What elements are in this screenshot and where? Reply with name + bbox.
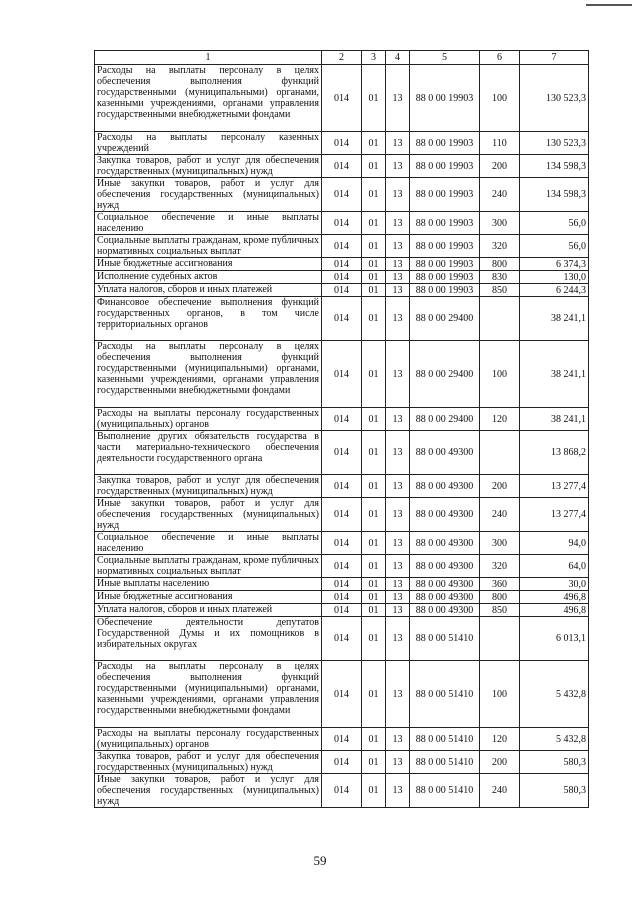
c5-cell: 88 0 00 49300 — [410, 578, 480, 591]
c2-cell: 014 — [322, 591, 362, 604]
c2-cell: 014 — [322, 555, 362, 578]
c2-cell: 014 — [322, 498, 362, 532]
c2-cell: 014 — [322, 578, 362, 591]
c4-cell: 13 — [386, 617, 410, 661]
c5-cell: 88 0 00 19903 — [410, 271, 480, 284]
c6-cell: 100 — [480, 65, 520, 132]
c5-cell: 88 0 00 19903 — [410, 284, 480, 297]
table-row — [95, 661, 589, 728]
c6-cell: 240 — [480, 498, 520, 532]
table-row — [95, 617, 589, 661]
table-row — [95, 341, 589, 408]
expense-name-cell: Иные выплаты населению — [95, 578, 322, 591]
c2-cell: 014 — [322, 235, 362, 258]
c6-cell: 200 — [480, 155, 520, 178]
column-header: 6 — [480, 51, 520, 65]
c2-cell: 014 — [322, 408, 362, 431]
c3-cell: 01 — [362, 408, 386, 431]
c3-cell: 01 — [362, 284, 386, 297]
c2-cell: 014 — [322, 617, 362, 661]
c3-cell: 01 — [362, 65, 386, 132]
page-number: 59 — [313, 853, 327, 868]
c2-cell: 014 — [322, 431, 362, 475]
c3-cell: 01 — [362, 591, 386, 604]
c7-cell: 130 523,3 — [520, 65, 589, 132]
c4-cell: 13 — [386, 578, 410, 591]
expense-name-cell: Социальное обеспечение и иные выплаты населению — [95, 212, 322, 235]
expense-name-cell: Иные закупки товаров, работ и услуг для обеспечения государственных (муниципальных) нужд — [95, 178, 322, 212]
c2-cell: 014 — [322, 532, 362, 555]
c2-cell: 014 — [322, 132, 362, 155]
c5-cell: 88 0 00 19903 — [410, 132, 480, 155]
c3-cell: 01 — [362, 617, 386, 661]
c4-cell: 13 — [386, 258, 410, 271]
c6-cell: 240 — [480, 178, 520, 212]
column-header: 2 — [322, 51, 362, 65]
column-header: 3 — [362, 51, 386, 65]
expense-name-cell: Социальные выплаты гражданам, кроме публичных нормативных социальных выплат — [95, 235, 322, 258]
c7-cell: 56,0 — [520, 235, 589, 258]
column-header: 4 — [386, 51, 410, 65]
table-row — [95, 271, 589, 284]
c7-cell: 134 598,3 — [520, 178, 589, 212]
table-row — [95, 258, 589, 271]
c3-cell: 01 — [362, 341, 386, 408]
c3-cell: 01 — [362, 555, 386, 578]
c5-cell: 88 0 00 19903 — [410, 235, 480, 258]
c6-cell: 800 — [480, 258, 520, 271]
expense-name-cell: Обеспечение деятельности депутатов Государственной Думы и их помощников в избирательных округах — [95, 617, 322, 661]
c7-cell: 496,8 — [520, 604, 589, 617]
expense-name-cell: Иные бюджетные ассигнования — [95, 258, 322, 271]
expense-name-cell: Закупка товаров, работ и услуг для обеспечения государственных (муниципальных) нужд — [95, 475, 322, 498]
c7-cell: 38 241,1 — [520, 408, 589, 431]
c7-cell: 30,0 — [520, 578, 589, 591]
expense-name-cell: Расходы на выплаты персоналу в целях обеспечения выполнения функций государственными (муниципальными) органами, казенными учреждениями, органами управления государственными внебюджетными фондами — [95, 65, 322, 132]
c4-cell: 13 — [386, 212, 410, 235]
c2-cell: 014 — [322, 258, 362, 271]
c4-cell: 13 — [386, 774, 410, 808]
expense-name-cell: Иные закупки товаров, работ и услуг для обеспечения государственных (муниципальных) нужд — [95, 774, 322, 808]
table-row — [95, 235, 589, 258]
c7-cell: 580,3 — [520, 774, 589, 808]
c7-cell: 38 241,1 — [520, 297, 589, 341]
c3-cell: 01 — [362, 774, 386, 808]
table-row — [95, 498, 589, 532]
c4-cell: 13 — [386, 604, 410, 617]
column-header: 5 — [410, 51, 480, 65]
c6-cell: 120 — [480, 728, 520, 751]
c4-cell: 13 — [386, 132, 410, 155]
c5-cell: 88 0 00 49300 — [410, 475, 480, 498]
c5-cell: 88 0 00 49300 — [410, 604, 480, 617]
c6-cell — [480, 297, 520, 341]
c2-cell: 014 — [322, 475, 362, 498]
c7-cell: 64,0 — [520, 555, 589, 578]
c3-cell: 01 — [362, 498, 386, 532]
table-row — [95, 132, 589, 155]
c7-cell: 6 244,3 — [520, 284, 589, 297]
table-header-row — [95, 51, 589, 65]
c4-cell: 13 — [386, 178, 410, 212]
c3-cell: 01 — [362, 271, 386, 284]
c5-cell: 88 0 00 49300 — [410, 431, 480, 475]
c4-cell: 13 — [386, 555, 410, 578]
c4-cell: 13 — [386, 65, 410, 132]
c6-cell: 100 — [480, 661, 520, 728]
c7-cell: 13 868,2 — [520, 431, 589, 475]
expense-name-cell: Иные бюджетные ассигнования — [95, 591, 322, 604]
c7-cell: 580,3 — [520, 751, 589, 774]
c7-cell: 496,8 — [520, 591, 589, 604]
c6-cell: 300 — [480, 212, 520, 235]
c7-cell: 56,0 — [520, 212, 589, 235]
c7-cell: 94,0 — [520, 532, 589, 555]
table-row — [95, 155, 589, 178]
c4-cell: 13 — [386, 297, 410, 341]
c5-cell: 88 0 00 19903 — [410, 65, 480, 132]
c5-cell: 88 0 00 19903 — [410, 212, 480, 235]
c4-cell: 13 — [386, 591, 410, 604]
table-row — [95, 431, 589, 475]
c4-cell: 13 — [386, 341, 410, 408]
c6-cell: 100 — [480, 341, 520, 408]
c5-cell: 88 0 00 29400 — [410, 297, 480, 341]
c4-cell: 13 — [386, 271, 410, 284]
expense-name-cell: Расходы на выплаты персоналу государственных (муниципальных) органов — [95, 408, 322, 431]
expense-name-cell: Социальные выплаты гражданам, кроме публичных нормативных социальных выплат — [95, 555, 322, 578]
table-row — [95, 297, 589, 341]
c2-cell: 014 — [322, 297, 362, 341]
c7-cell: 13 277,4 — [520, 475, 589, 498]
c2-cell: 014 — [322, 661, 362, 728]
c5-cell: 88 0 00 29400 — [410, 408, 480, 431]
c6-cell: 200 — [480, 751, 520, 774]
expense-name-cell: Расходы на выплаты персоналу в целях обеспечения выполнения функций государственными (муниципальными) органами, казенными учреждениями, органами управления государственными внебюджетными фондами — [95, 661, 322, 728]
c5-cell: 88 0 00 19903 — [410, 258, 480, 271]
expense-name-cell: Расходы на выплаты персоналу казенных учреждений — [95, 132, 322, 155]
expense-name-cell: Уплата налогов, сборов и иных платежей — [95, 284, 322, 297]
c2-cell: 014 — [322, 604, 362, 617]
expense-name-cell: Расходы на выплаты персоналу государственных (муниципальных) органов — [95, 728, 322, 751]
c7-cell: 130,0 — [520, 271, 589, 284]
c4-cell: 13 — [386, 284, 410, 297]
c6-cell: 110 — [480, 132, 520, 155]
c4-cell: 13 — [386, 155, 410, 178]
c7-cell: 134 598,3 — [520, 155, 589, 178]
c2-cell: 014 — [322, 178, 362, 212]
expense-name-cell: Расходы на выплаты персоналу в целях обеспечения выполнения функций государственными (муниципальными) органами, казенными учреждениями, органами управления государственными внебюджетными фондами — [95, 341, 322, 408]
c4-cell: 13 — [386, 408, 410, 431]
c6-cell — [480, 431, 520, 475]
c7-cell: 130 523,3 — [520, 132, 589, 155]
expense-name-cell: Выполнение других обязательств государства в части материально-технического обеспечения деятельности государственного органа — [95, 431, 322, 475]
c3-cell: 01 — [362, 178, 386, 212]
c7-cell: 5 432,8 — [520, 661, 589, 728]
c5-cell: 88 0 00 49300 — [410, 555, 480, 578]
c7-cell: 5 432,8 — [520, 728, 589, 751]
c2-cell: 014 — [322, 155, 362, 178]
c6-cell: 320 — [480, 555, 520, 578]
c3-cell: 01 — [362, 475, 386, 498]
c3-cell: 01 — [362, 297, 386, 341]
table-row — [95, 532, 589, 555]
c5-cell: 88 0 00 49300 — [410, 532, 480, 555]
c3-cell: 01 — [362, 431, 386, 475]
c3-cell: 01 — [362, 155, 386, 178]
c6-cell: 800 — [480, 591, 520, 604]
table-row — [95, 284, 589, 297]
c3-cell: 01 — [362, 532, 386, 555]
table-row — [95, 178, 589, 212]
c7-cell: 6 374,3 — [520, 258, 589, 271]
table-row — [95, 578, 589, 591]
table-row — [95, 65, 589, 132]
expense-name-cell: Закупка товаров, работ и услуг для обеспечения государственных (муниципальных) нужд — [95, 751, 322, 774]
c6-cell: 360 — [480, 578, 520, 591]
c6-cell: 850 — [480, 604, 520, 617]
expense-name-cell: Социальное обеспечение и иные выплаты населению — [95, 532, 322, 555]
column-header: 7 — [520, 51, 589, 65]
budget-table — [94, 50, 589, 808]
c5-cell: 88 0 00 49300 — [410, 498, 480, 532]
c6-cell: 830 — [480, 271, 520, 284]
c2-cell: 014 — [322, 271, 362, 284]
c2-cell: 014 — [322, 751, 362, 774]
c5-cell: 88 0 00 49300 — [410, 591, 480, 604]
c3-cell: 01 — [362, 578, 386, 591]
top-divider — [586, 4, 632, 6]
c5-cell: 88 0 00 51410 — [410, 661, 480, 728]
expense-name-cell: Закупка товаров, работ и услуг для обеспечения государственных (муниципальных) нужд — [95, 155, 322, 178]
c3-cell: 01 — [362, 235, 386, 258]
c2-cell: 014 — [322, 341, 362, 408]
c3-cell: 01 — [362, 661, 386, 728]
c2-cell: 014 — [322, 728, 362, 751]
table-row — [95, 212, 589, 235]
c4-cell: 13 — [386, 431, 410, 475]
c3-cell: 01 — [362, 751, 386, 774]
table-row — [95, 751, 589, 774]
expense-name-cell: Уплата налогов, сборов и иных платежей — [95, 604, 322, 617]
c3-cell: 01 — [362, 212, 386, 235]
expense-name-cell: Финансовое обеспечение выполнения функций государственных органов, в том числе территориальных органов — [95, 297, 322, 341]
c2-cell: 014 — [322, 284, 362, 297]
expense-name-cell: Исполнение судебных актов — [95, 271, 322, 284]
c5-cell: 88 0 00 51410 — [410, 728, 480, 751]
c6-cell: 850 — [480, 284, 520, 297]
table-row — [95, 475, 589, 498]
c5-cell: 88 0 00 19903 — [410, 155, 480, 178]
c4-cell: 13 — [386, 661, 410, 728]
c4-cell: 13 — [386, 475, 410, 498]
c7-cell: 13 277,4 — [520, 498, 589, 532]
table-row — [95, 408, 589, 431]
c6-cell: 320 — [480, 235, 520, 258]
c6-cell: 120 — [480, 408, 520, 431]
table-row — [95, 774, 589, 808]
c3-cell: 01 — [362, 132, 386, 155]
c3-cell: 01 — [362, 604, 386, 617]
column-header: 1 — [95, 51, 322, 65]
c4-cell: 13 — [386, 751, 410, 774]
c6-cell — [480, 617, 520, 661]
table-row — [95, 728, 589, 751]
c2-cell: 014 — [322, 212, 362, 235]
c2-cell: 014 — [322, 65, 362, 132]
c5-cell: 88 0 00 29400 — [410, 341, 480, 408]
c6-cell: 300 — [480, 532, 520, 555]
c4-cell: 13 — [386, 498, 410, 532]
c5-cell: 88 0 00 51410 — [410, 751, 480, 774]
c5-cell: 88 0 00 51410 — [410, 617, 480, 661]
table-row — [95, 555, 589, 578]
c5-cell: 88 0 00 51410 — [410, 774, 480, 808]
c4-cell: 13 — [386, 235, 410, 258]
c3-cell: 01 — [362, 258, 386, 271]
c7-cell: 38 241,1 — [520, 341, 589, 408]
c3-cell: 01 — [362, 728, 386, 751]
c4-cell: 13 — [386, 532, 410, 555]
c5-cell: 88 0 00 19903 — [410, 178, 480, 212]
table-row — [95, 604, 589, 617]
c6-cell: 200 — [480, 475, 520, 498]
expense-name-cell: Иные закупки товаров, работ и услуг для обеспечения государственных (муниципальных) нужд — [95, 498, 322, 532]
c4-cell: 13 — [386, 728, 410, 751]
table-row — [95, 591, 589, 604]
c6-cell: 240 — [480, 774, 520, 808]
c2-cell: 014 — [322, 774, 362, 808]
c7-cell: 6 013,1 — [520, 617, 589, 661]
